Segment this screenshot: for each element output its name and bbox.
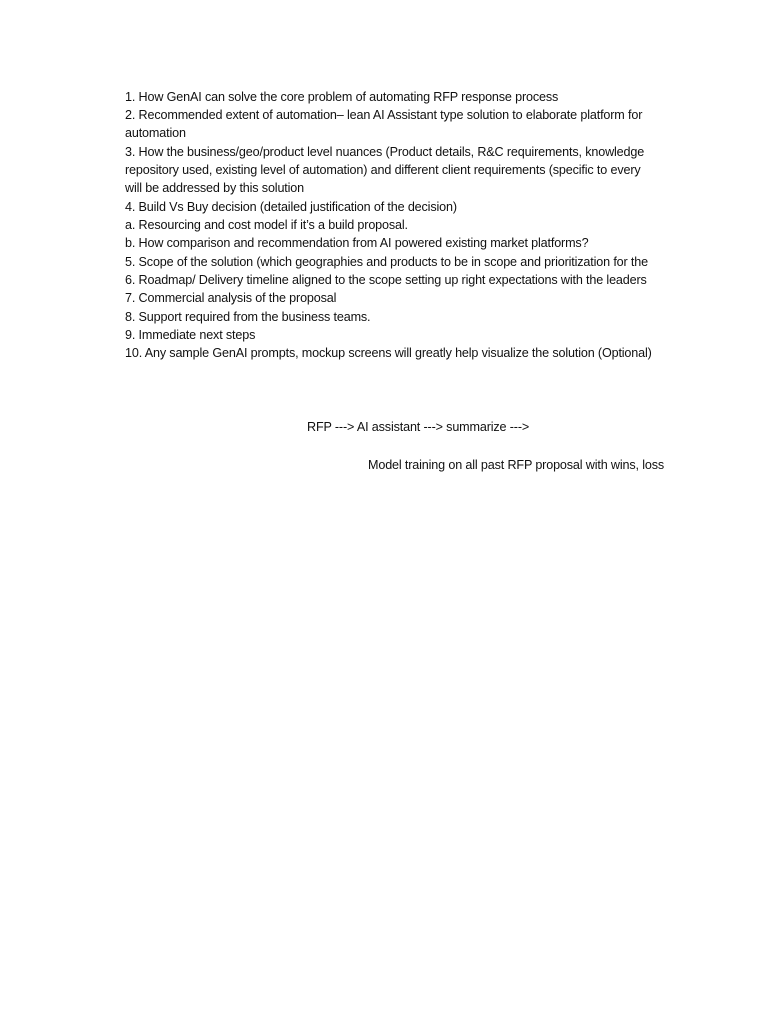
text-line-14: 9. Immediate next steps bbox=[125, 328, 256, 342]
document-content bbox=[125, 88, 669, 488]
text-line-1: 1. How GenAI can solve the core problem of automating RFP response process bbox=[125, 90, 559, 104]
text-line-4: 3. How the business/geo/product level nuances (Product details, R&C requirements, knowledge bbox=[125, 145, 645, 159]
text-line-15: 10. Any sample GenAI prompts, mockup screens will greatly help visualize the solution (Optional) bbox=[125, 346, 652, 360]
text-line-3: automation bbox=[125, 126, 186, 140]
text-line-6: will be addressed by this solution bbox=[125, 181, 305, 195]
text-line-5: repository used, existing level of automation) and different client requirements (specific to every bbox=[125, 163, 641, 177]
text-line-11: 6. Roadmap/ Delivery timeline aligned to the scope setting up right expectations with the leaders bbox=[125, 273, 647, 287]
text-line-7: 4. Build Vs Buy decision (detailed justification of the decision) bbox=[125, 200, 457, 214]
process-flow-text: RFP ---> AI assistant ---> summarize ---> bbox=[307, 420, 530, 434]
text-line-13: 8. Support required from the business teams. bbox=[125, 310, 371, 324]
model-training-note: Model training on all past RFP proposal with wins, loss bbox=[368, 458, 665, 472]
text-line-10: 5. Scope of the solution (which geographies and products to be in scope and prioritization for the bbox=[125, 255, 648, 269]
text-line-9: b. How comparison and recommendation from AI powered existing market platforms? bbox=[125, 236, 589, 250]
text-line-2: 2. Recommended extent of automation– lean AI Assistant type solution to elaborate platform for bbox=[125, 108, 643, 122]
text-line-12: 7. Commercial analysis of the proposal bbox=[125, 291, 337, 305]
text-line-8: a. Resourcing and cost model if it’s a build proposal. bbox=[125, 218, 408, 232]
